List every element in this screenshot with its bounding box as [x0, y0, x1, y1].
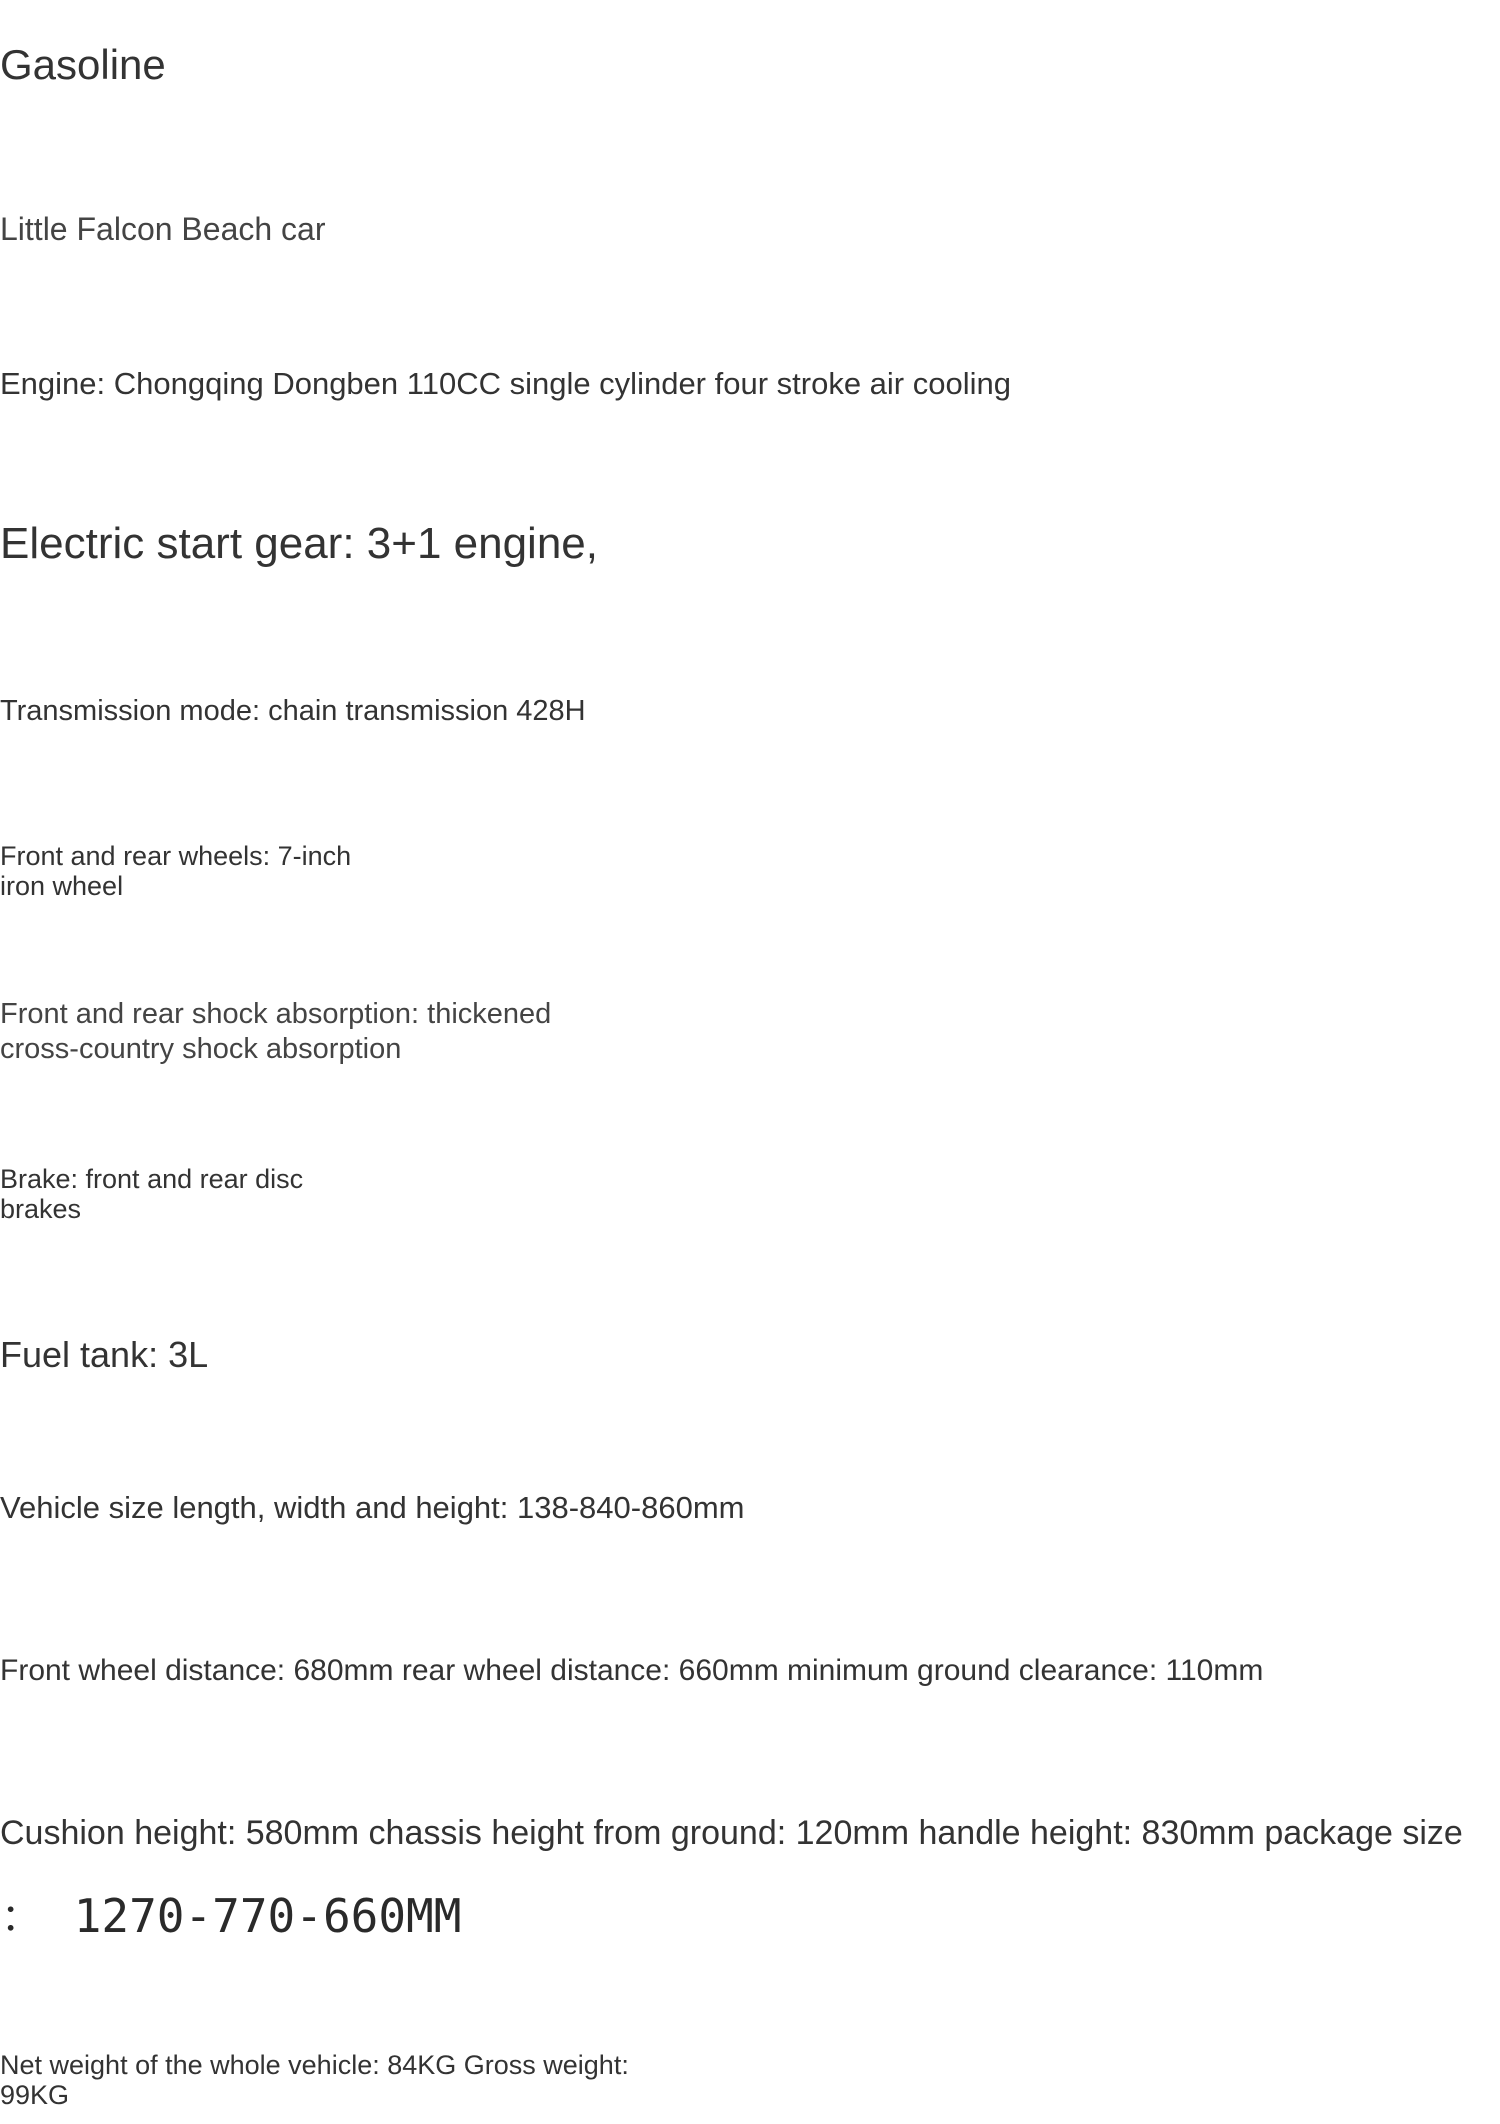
wheels-spec-line-2: iron wheel — [0, 871, 124, 901]
engine-spec: Engine: Chongqing Dongben 110CC single cylinder four stroke air cooling — [0, 366, 1011, 401]
fuel-type-heading: Gasoline — [0, 41, 166, 88]
weight-spec-line-1: Net weight of the whole vehicle: 84KG Gross weight: — [0, 2050, 629, 2080]
wheels-spec-line-1: Front and rear wheels: 7-inch — [0, 841, 352, 871]
package-size-spec: ： 1270-770-660MM — [0, 1889, 462, 1943]
weight-spec-line-2: 99KG — [0, 2080, 70, 2110]
vehicle-size-spec: Vehicle size length, width and height: 138-840-860mm — [0, 1490, 745, 1525]
wheel-distance-spec: Front wheel distance: 680mm rear wheel distance: 660mm minimum ground clearance: 110mm — [0, 1654, 1264, 1687]
fuel-tank-spec: Fuel tank: 3L — [0, 1334, 209, 1375]
start-gear-spec: Electric start gear: 3+1 engine, — [0, 519, 598, 568]
brake-spec-line-1: Brake: front and rear disc — [0, 1164, 304, 1194]
brake-spec-line-2: brakes — [0, 1194, 82, 1224]
transmission-spec: Transmission mode: chain transmission 428H — [0, 695, 586, 727]
shock-spec-line-2: cross-country shock absorption — [0, 1033, 402, 1065]
heights-spec: Cushion height: 580mm chassis height from ground: 120mm handle height: 830mm package size — [0, 1814, 1463, 1852]
shock-spec-line-1: Front and rear shock absorption: thickened — [0, 998, 552, 1030]
model-name: Little Falcon Beach car — [0, 211, 326, 247]
